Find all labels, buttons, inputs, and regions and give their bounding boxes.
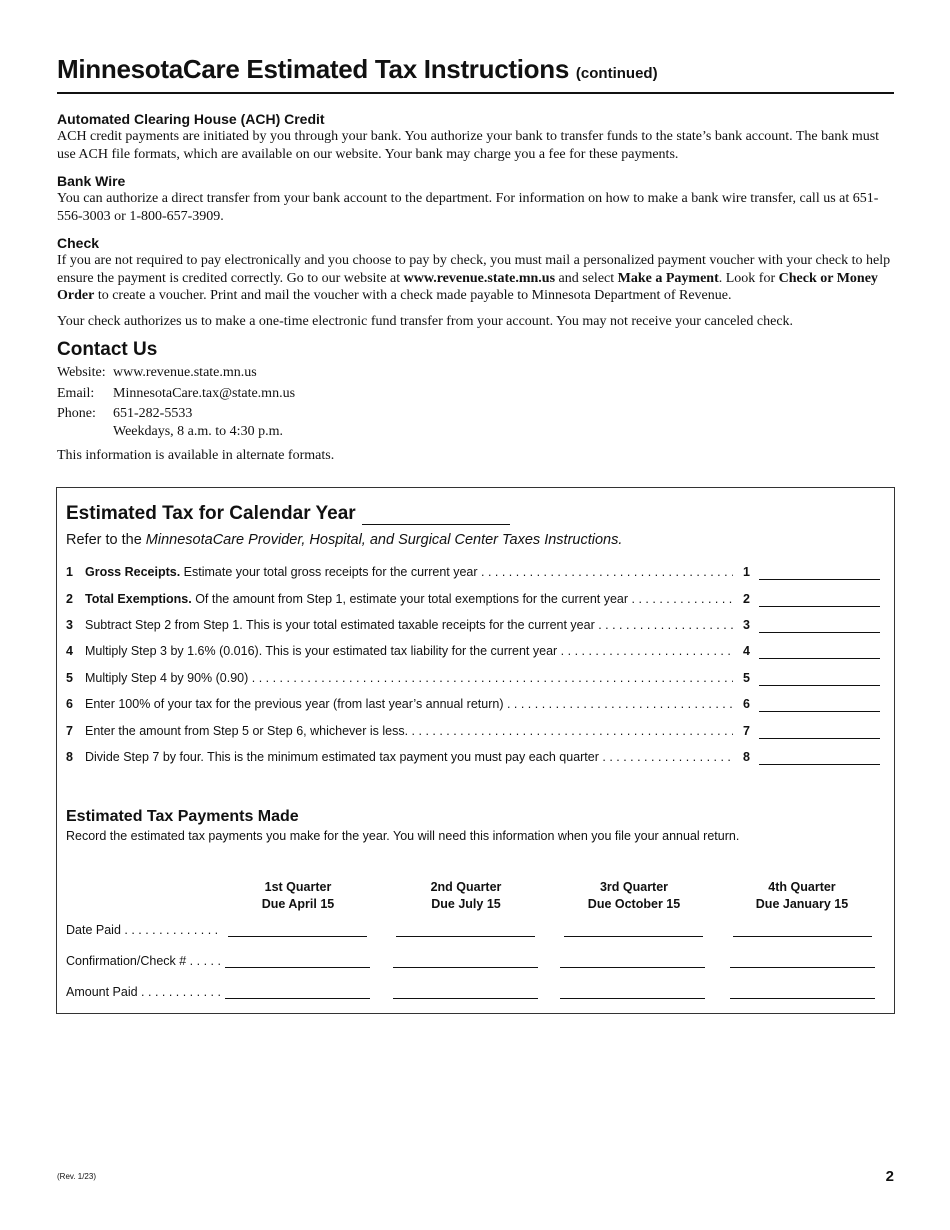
revenue-website-link[interactable]: www.revenue.state.mn.us [403,270,556,286]
instructions-body [57,110,893,465]
step-7-answer-line[interactable] [759,738,880,739]
page-title-main: MinnesotaCare Estimated Tax Instructions [57,54,569,84]
check-paragraph-1: If you are not required to pay electronically and you choose to pay by check, you must mail a personalized payment voucher with your check to help ensure the payment is credited correctly. Go to our website at www.revenue.state.mn.us and select Make a Payment. Look for Check or Money Order to create a voucher. Print and mail the voucher with a check made payable to Minnesota Department of Revenue. [57,253,891,303]
contact-heading: Contact Us [57,339,158,360]
date-paid-label: Date Paid . . . [66,923,221,937]
confirmation-q1-field[interactable] [225,966,370,968]
worksheet-title: Estimated Tax for Calendar Year [66,503,510,525]
worksheet-reference: Refer to the MinnesotaCare Provider, Hospital, and Surgical Center Taxes Instructions. [66,532,623,548]
date-paid-q3-field[interactable] [564,935,703,937]
wire-heading: Bank Wire [57,173,126,189]
confirmation-check-label: Confirmation/Check # . . . [66,954,221,968]
contact-hours: Weekdays, 8 a.m. to 4:30 p.m. [113,423,283,439]
alternate-formats-note: This information is available in alternate formats. [57,448,335,463]
step-1-answer-line[interactable] [759,579,880,580]
contact-email-link[interactable]: MinnesotaCare.tax@state.mn.us [113,385,296,401]
worksheet-step-2: 2 Total Exemptions. Of the amount from Step 1, estimate your total exemptions for the current year . . . 2 [66,592,881,610]
wire-text: You can authorize a direct transfer from your bank account to the department. For information on how to make a bank wire transfer, call us at 651-556-3003 or 1-800-657-3909. [57,191,879,224]
worksheet-step-7: 7 Enter the amount from Step 5 or Step 6, whichever is less. . . . 7 [66,724,881,742]
confirmation-q4-field[interactable] [730,966,875,968]
worksheet-step-5: 5 Multiply Step 4 by 90% (0.90) . . . 5 [66,671,881,689]
confirmation-q3-field[interactable] [560,966,705,968]
quarter-4-header: 4th Quarter Due January 15 [755,880,849,911]
step-8-answer-line[interactable] [759,764,880,765]
worksheet-step-4: 4 Multiply Step 3 by 1.6% (0.016). This is your estimated tax liability for the current year . . . 4 [66,644,881,662]
payments-heading: Estimated Tax Payments Made [66,808,299,825]
worksheet-step-1: 1 Gross Receipts. Estimate your total gross receipts for the current year . . . 1 [66,565,881,583]
step-5-answer-line[interactable] [759,685,880,686]
date-paid-q4-field[interactable] [733,935,872,937]
page-title [57,52,894,94]
ach-text: ACH credit payments are initiated by you through your bank. You authorize your bank to transfer funds to the state’s bank account. The bank must use ACH file formats, which are available on our website. Your bank may charge you a fee for these payments. [57,129,880,162]
quarter-2-header: 2nd Quarter Due July 15 [430,880,502,911]
page-number: 2 [885,1168,894,1185]
contact-website-link[interactable]: www.revenue.state.mn.us [113,365,257,380]
contact-phone: Phone: 651-282-5533 Weekdays, 8 a.m. to 4:30 p.m. [57,406,283,439]
date-paid-q2-field[interactable] [396,935,535,937]
worksheet-step-8: 8 Divide Step 7 by four. This is the minimum estimated tax payment you must pay each quarter . . . 8 [66,750,881,768]
estimated-tax-worksheet [56,487,895,1014]
step-3-answer-line[interactable] [759,632,880,633]
step-2-answer-line[interactable] [759,606,880,607]
step-6-answer-line[interactable] [759,711,880,712]
worksheet-step-6: 6 Enter 100% of your tax for the previous year (from last year’s annual return) . . . 6 [66,697,881,715]
quarter-1-header: 1st Quarter Due April 15 [261,880,335,911]
amount-paid-q3-field[interactable] [560,997,705,999]
quarter-3-header: 3rd Quarter Due October 15 [587,880,681,911]
amount-paid-q4-field[interactable] [730,997,875,999]
confirmation-q2-field[interactable] [393,966,538,968]
contact-email: Email: MinnesotaCare.tax@state.mn.us [57,385,296,401]
amount-paid-q2-field[interactable] [393,997,538,999]
amount-paid-label: Amount Paid . . . [66,985,221,999]
check-heading: Check [57,235,100,251]
ach-heading: Automated Clearing House (ACH) Credit [57,111,325,127]
amount-paid-q1-field[interactable] [225,997,370,999]
date-paid-q1-field[interactable] [228,935,367,937]
check-paragraph-2: Your check authorizes us to make a one-time electronic fund transfer from your account. You may not receive your canceled check. [57,313,794,329]
payments-description: Record the estimated tax payments you make for the year. You will need this information when you file your annual return. [66,829,740,843]
contact-website: Website: www.revenue.state.mn.us [57,365,257,380]
step-4-answer-line[interactable] [759,658,880,659]
worksheet-step-3: 3 Subtract Step 2 from Step 1. This is your total estimated taxable receipts for the current year . . . 3 [66,618,881,636]
calendar-year-field[interactable] [362,504,510,525]
contact-phone-number: 651-282-5533 [113,406,193,421]
revision-date: (Rev. 1/23) [57,1172,96,1181]
page-title-suffix: (continued) [575,65,658,82]
